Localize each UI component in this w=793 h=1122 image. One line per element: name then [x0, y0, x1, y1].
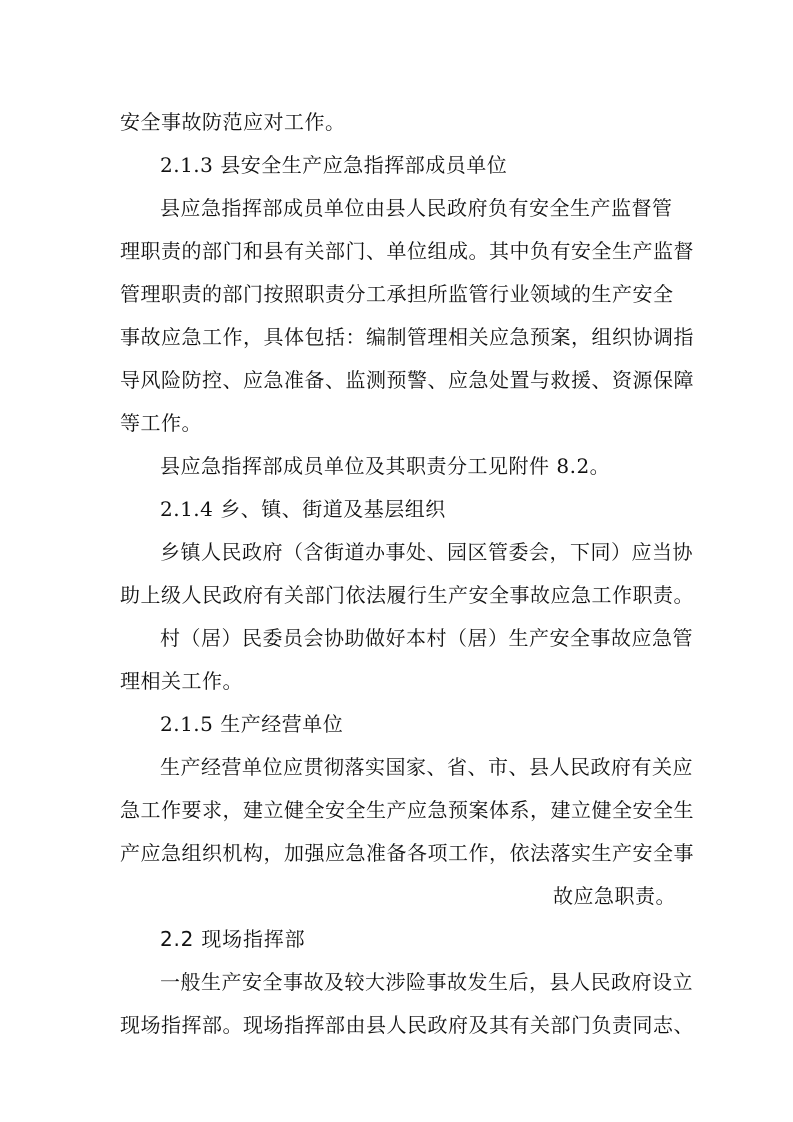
paragraph-line: 故应急职责。	[553, 884, 676, 908]
section-heading-2-1-3: 2.1.3 县安全生产应急指挥部成员单位	[160, 153, 508, 177]
paragraph-line: 助上级人民政府有关部门依法履行生产安全事故应急工作职责。	[120, 583, 694, 607]
paragraph-line: 导风险防控、应急准备、监测预警、应急处置与救援、资源保障	[120, 368, 694, 392]
paragraph-line: 产应急组织机构，加强应急准备各项工作，依法落实生产安全事	[120, 841, 694, 865]
paragraph-line: 管理职责的部门按照职责分工承担所监管行业领域的生产安全	[120, 282, 674, 306]
paragraph-line: 县应急指挥部成员单位由县人民政府负有安全生产监督管	[160, 196, 673, 220]
paragraph-line: 村（居）民委员会协助做好本村（居）生产安全事故应急管	[160, 626, 693, 650]
paragraph-line: 理相关工作。	[120, 669, 243, 693]
paragraph-line: 现场指挥部。现场指挥部由县人民政府及其有关部门负责同志、	[120, 1013, 694, 1037]
section-heading-2-1-5: 2.1.5 生产经营单位	[160, 712, 344, 736]
section-heading-2-2: 2.2 现场指挥部	[160, 927, 306, 951]
paragraph-line: 理职责的部门和县有关部门、单位组成。其中负有安全生产监督	[120, 239, 694, 263]
paragraph-line: 安全事故防范应对工作。	[120, 110, 346, 134]
paragraph-line: 等工作。	[120, 411, 202, 435]
paragraph-line: 生产经营单位应贯彻落实国家、省、市、县人民政府有关应	[160, 755, 693, 779]
paragraph-line: 县应急指挥部成员单位及其职责分工见附件 8.2。	[160, 454, 611, 478]
paragraph-line: 一般生产安全事故及较大涉险事故发生后，县人民政府设立	[160, 970, 693, 994]
paragraph-line: 乡镇人民政府（含街道办事处、园区管委会，下同）应当协	[160, 540, 693, 564]
section-heading-2-1-4: 2.1.4 乡、镇、街道及基层组织	[160, 497, 446, 521]
paragraph-line: 急工作要求，建立健全安全生产应急预案体系，建立健全安全生	[120, 798, 694, 822]
paragraph-line: 事故应急工作，具体包括：编制管理相关应急预案，组织协调指	[120, 325, 694, 349]
